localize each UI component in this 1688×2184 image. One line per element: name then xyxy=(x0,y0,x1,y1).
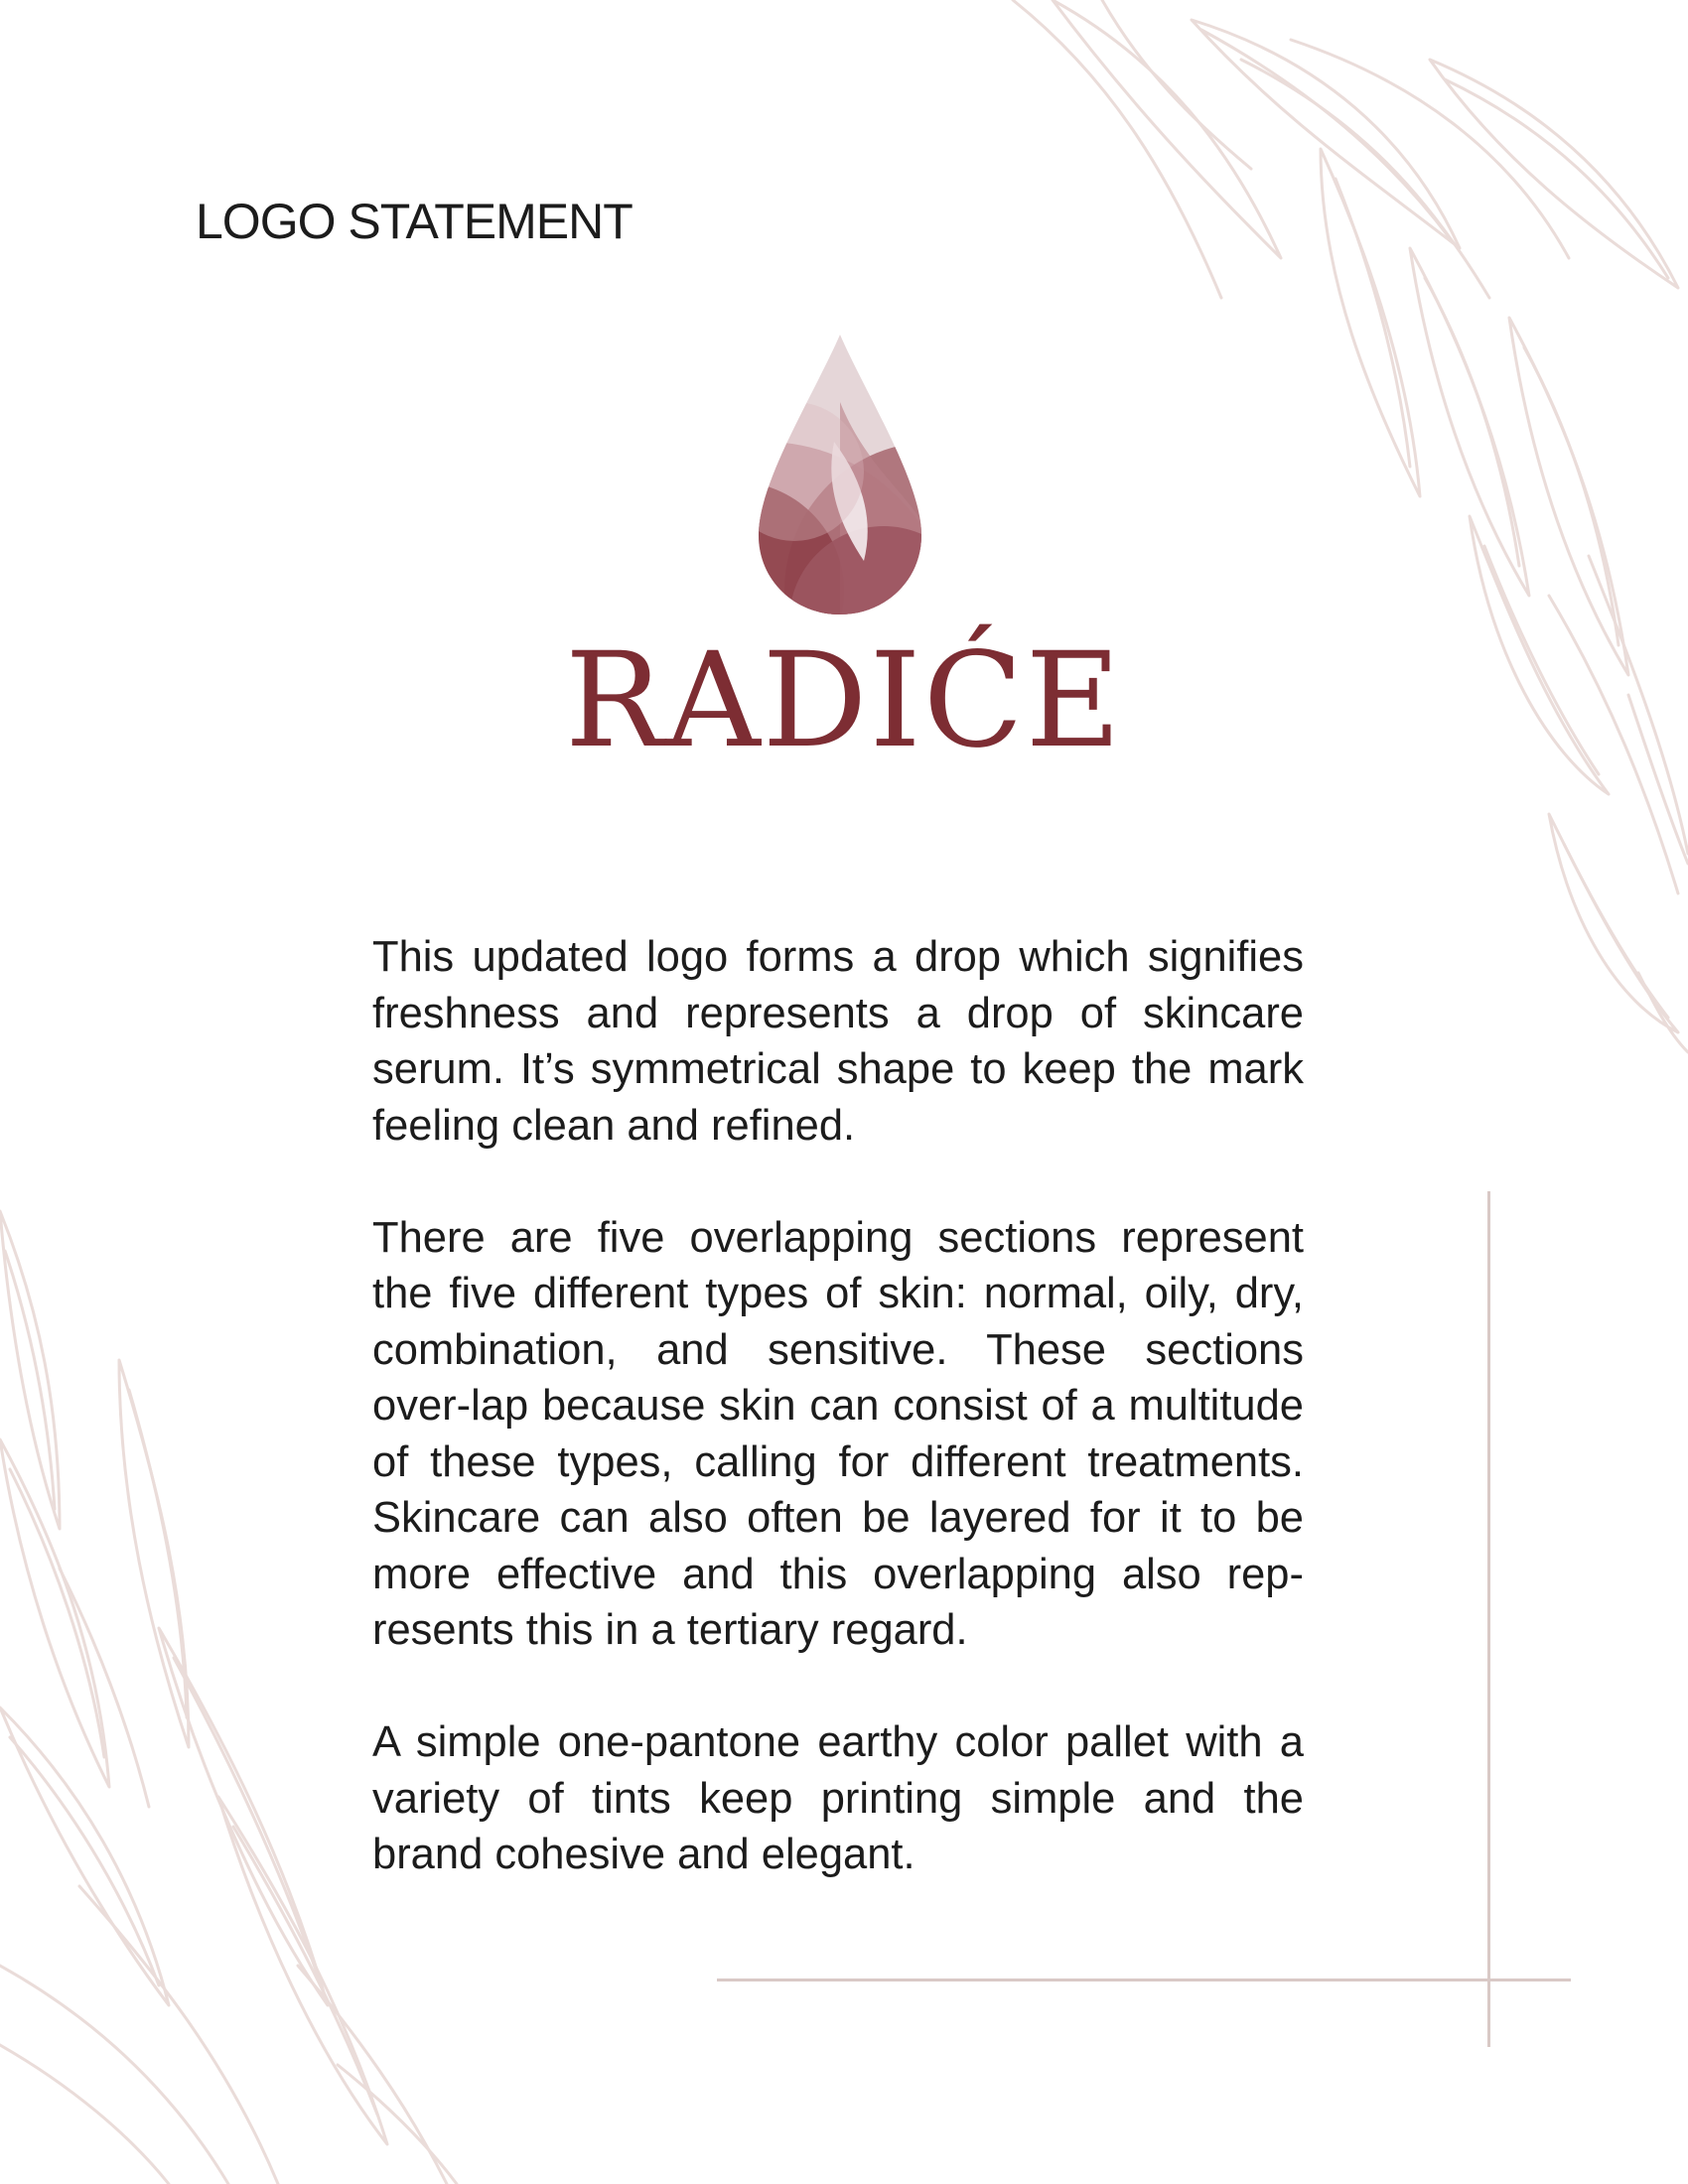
horizontal-divider xyxy=(717,1979,1571,1981)
vertical-divider xyxy=(1487,1191,1490,2047)
drop-icon xyxy=(755,333,925,616)
foliage-top-right-icon xyxy=(993,0,1688,1062)
logo-statement-body xyxy=(372,929,1304,1939)
statement-paragraph: This updated logo forms a drop which signifies freshness and represents a drop of skincare serum. It’s symmetrical shape to keep the mark feeling clean and refined. xyxy=(372,933,1304,1150)
page-title: LOGO STATEMENT xyxy=(196,194,633,249)
statement-paragraph: A simple one-pantone earthy color pallet with a variety of tints keep printing simple and the brand cohesive and elegant. xyxy=(372,1718,1304,1878)
brand-wordmark: RADIĆE xyxy=(564,624,1124,777)
statement-paragraph: There are five overlapping sections represent the five different types of skin: normal, oily, dry, combination, and sensitive. These sections over-lap because skin can consist of a multitude of these types, calling for different treatments. Skincare can also often be layered for it to be more effective and this overlapping also rep-resents this in a tertiary regard. xyxy=(372,1213,1304,1654)
